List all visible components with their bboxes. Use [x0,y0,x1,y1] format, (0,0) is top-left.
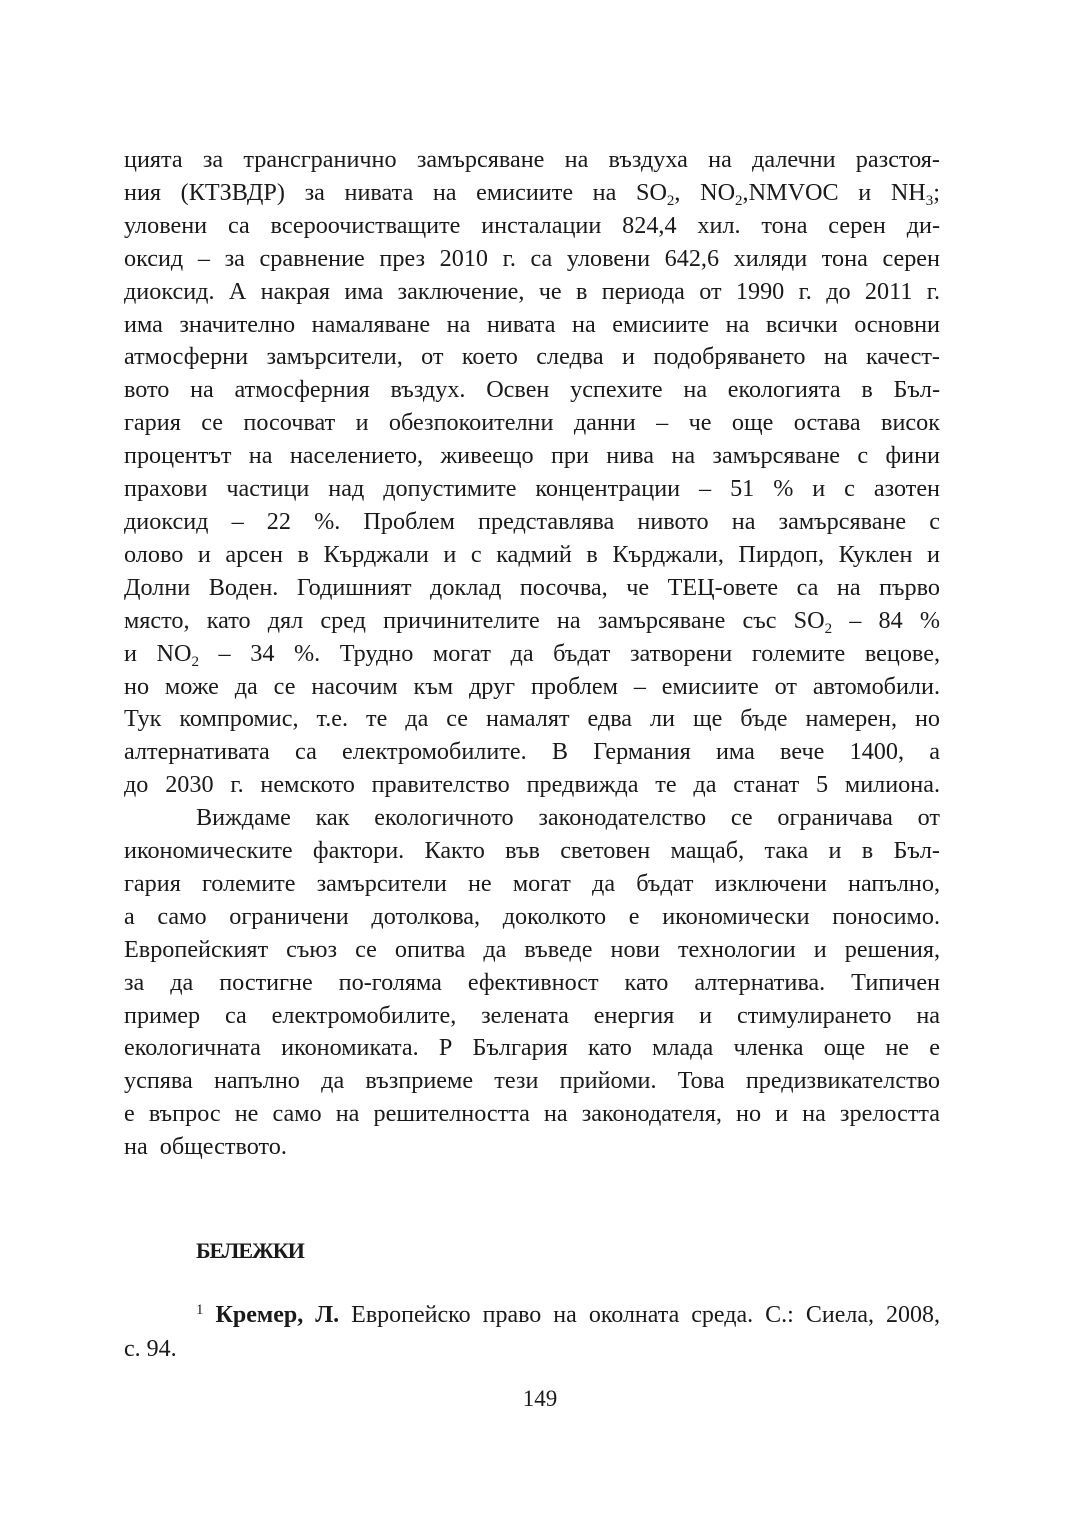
footnote-line: с. 94. [124,1336,177,1362]
text-span: ,NMVOC и NH [742,178,926,206]
text-line: процентът на населението, живеещо при нива на замърсяване с фини [124,442,940,470]
subscript: 2 [666,192,675,209]
text-line: на обществото. [124,1133,287,1161]
body-text [124,144,940,1164]
text-line: е въпрос не само на решителността на законодателя, но и на зрелостта [124,1100,940,1128]
footnote-title: Европейско право на околната среда. С.: Сиела, 2008, [339,1302,941,1328]
text-span: място, като дял сред причинителите на замърсяване със SO [124,606,825,634]
text-line: гария големите замърсители не могат да бъдат изключени напълно, [124,869,940,897]
text-line: Европейският съюз се опитва да въведе нови технологии и решения, [124,935,940,963]
footnote-author: Кремер, Л. [215,1302,340,1328]
page-number: 149 [522,1386,558,1411]
text-line: но може да се насочим към друг проблем – емисиите от автомобили. [124,672,940,700]
text-line: уловени са всероочистващите инсталации 824,4 хил. тона серен ди- [124,211,940,239]
text-line: Виждаме как екологичното законодателство се ограничава от [196,804,940,832]
text-line: олово и арсен в Кърджали и с кадмий в Кърджали, Пирдоп, Куклен и [124,540,940,568]
text-line [124,605,940,638]
text-line: за да постигне по-голяма ефективност като алтернатива. Типичен [124,968,940,996]
text-line: оксид – за сравнение през 2010 г. са уловени 642,6 хиляди тона серен [124,244,940,272]
paragraph-2 [124,802,940,1164]
text-span: ; [933,178,941,206]
subscript: 3 [925,192,934,209]
subscript: 2 [824,620,833,637]
text-line [124,638,940,671]
text-span: и NO [124,639,192,667]
text-span: – 84 % [832,606,940,634]
text-span: ния (КТЗВДР) за нивата на емисиите на SO [124,178,667,206]
text-line: цията за трансгранично замърсяване на въздуха на далечни разстоя- [124,146,940,173]
footnote-number: 1 [196,1301,204,1318]
paragraph-1 [124,144,940,802]
footnote [124,1298,940,1366]
text-line: гария се посочват и обезпокоителни данни – че още остава висок [124,409,940,437]
text-line: диоксид. А накрая има заключение, че в периода от 1990 г. до 2011 г. [124,277,940,305]
text-line: диоксид – 22 %. Проблем представлява нивото на замърсяване с [124,507,940,535]
notes-heading: БЕЛЕЖКИ [196,1238,304,1263]
text-line: алтернативата са електромобилите. В Германия има вече 1400, а [124,738,940,766]
text-line: Долни Воден. Годишният доклад посочва, че ТЕЦ-овете са на първо [124,573,940,601]
text-span: – 34 %. Трудно могат да бъдат затворени големите вецове, [198,639,940,667]
text-line: вото на атмосферния въздух. Освен успехите на екологията в Бъл- [124,376,940,404]
subscript: 2 [191,653,199,670]
text-line: икономическите фактори. Както във световен мащаб, така и в Бъл- [124,837,940,865]
text-line: а само ограничени дотолкова, доколкото е икономически поносимо. [124,902,940,930]
subscript: 2 [735,192,743,209]
text-line: прахови частици над допустимите концентрации – 51 % и с азотен [124,475,940,503]
text-line [124,177,940,210]
text-line: Тук компромис, т.е. те да се намалят едва ли ще бъде намерен, но [124,705,940,733]
text-line: пример са електромобилите, зелената енергия и стимулирането на [124,1001,940,1029]
footnote-line [124,1298,940,1332]
text-span: , NO [674,178,736,206]
text-line: има значително намаляване на нивата на емисиите на всички основни [124,310,940,338]
text-line: до 2030 г. немското правителство предвижда те да станат 5 милиона. [124,771,940,799]
text-line: екологичната икономиката. Р България като млада членка още не е [124,1034,940,1062]
text-line: атмосферни замърсители, от което следва и подобряването на качест- [124,343,940,371]
text-line: успява напълно да възприеме тези прийоми. Това предизвикателство [124,1067,940,1095]
